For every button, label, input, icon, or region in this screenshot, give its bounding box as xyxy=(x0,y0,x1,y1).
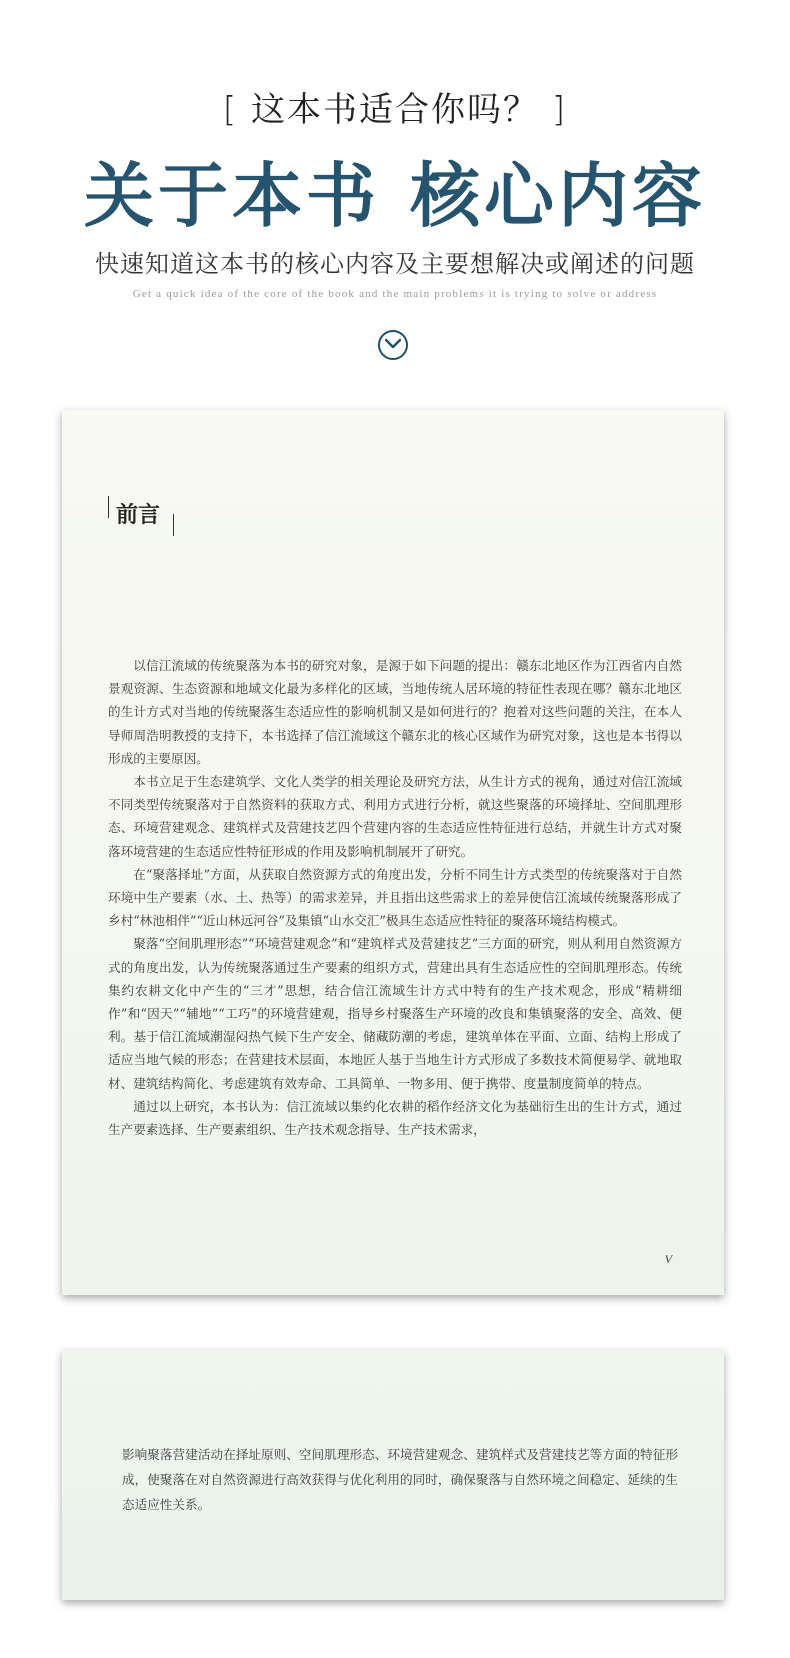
subtitle-english: Get a quick idea of the core of the book and the main problems it is trying to solve or address xyxy=(132,288,658,300)
preface-body xyxy=(108,654,682,1141)
main-title xyxy=(0,140,790,241)
main-title-part2: 核心内容 xyxy=(410,154,706,237)
paragraph: 在“聚落择址”方面，从获取自然资源方式的角度出发，分析不同生计方式类型的传统聚落对于自然环境中生产要素（水、土、热等）的需求差异，并且指出这些需求上的差异使信江流域传统聚落形成了乡村“林池相伴”“近山林远河谷”及集镇“山水交汇”极具生态适应性特征的聚落环境结构模式。 xyxy=(108,866,682,929)
chevron-down-circle-icon xyxy=(378,330,408,360)
paragraph: 聚落“空间肌理形态”“环境营建观念”和“建筑样式及营建技艺”三方面的研究，则从利用自然资源方式的角度出发，认为传统聚落通过生产要素的组织方式，营建出具有生态适应性的空间肌理形态。传统集约农耕文化中产生的“三才”思想，结合信江流域生计方式中特有的生产技术观念，形成“精耕细作”和“因天”“辅地”“工巧”的环境营建观，指导乡村聚落生产环境的改良和集镇聚落的安全、高效、便利。基于信江流域潮湿闷热气候下生产安全、储藏防潮的考虑，建筑单体在平面、立面、结构上形成了适应当地气候的形态；在营建技术层面，本地匠人基于当地生计方式形成了多数技术简便易学、就地取材、建筑结构简化、考虑建筑有效寿命、工具简单、一物多用、便于携带、度量制度简单的特点。 xyxy=(108,936,682,1091)
page-number: V xyxy=(664,1252,672,1266)
continued-body xyxy=(122,1442,678,1517)
subtitle-chinese: 快速知道这本书的核心内容及主要想解决或阐述的问题 xyxy=(95,250,695,278)
paragraph: 以信江流域的传统聚落为本书的研究对象，是源于如下问题的提出：赣东北地区作为江西省内自然景观资源、生态资源和地域文化最为多样化的区域，当地传统人居环境的特征性表现在哪？赣东北地区的生计方式对当地的传统聚落生态适应性的影响机制又是如何进行的？抱着对这些问题的关注，在本人导师周浩明教授的支持下，本书选择了信江流域这个赣东北的核心区域作为研究对象，这也是本书得以形成的主要原因。 xyxy=(108,658,682,766)
main-title-part1: 关于本书 xyxy=(84,154,380,237)
page-header xyxy=(0,0,790,395)
paragraph: 本书立足于生态建筑学、文化人类学的相关理论及研究方法，从生计方式的视角，通过对信江流域不同类型传统聚落对于自然资料的获取方式、利用方式进行分析，就这些聚落的环境择址、空间肌理形态、环境营建观念、建筑样式及营建技艺四个营建内容的生态适应性特征进行总结，并就生计方式对聚落环境营建的生态适应性特征形成的作用及影响机制展开了研究。 xyxy=(108,774,682,859)
paragraph: 通过以上研究，本书认为：信江流域以集约化农耕的稻作经济文化为基础衍生出的生计方式，通过生产要素选择、生产要素组织、生产技术观念指导、生产技术需求， xyxy=(108,1098,682,1138)
question-text: 这本书适合你吗？ xyxy=(251,90,539,130)
preface-title: 前言 xyxy=(108,498,168,529)
book-page-continued xyxy=(62,1350,724,1600)
right-bracket: ] xyxy=(551,90,568,130)
question-heading xyxy=(0,82,790,131)
left-bracket: [ xyxy=(222,90,239,130)
book-page-preface xyxy=(62,410,724,1295)
paragraph: 影响聚落营建活动在择址原则、空间肌理形态、环境营建观念、建筑样式及营建技艺等方面的特征形成，使聚落在对自然资源进行高效获得与优化利用的同时，确保聚落与自然环境之间稳定、延续的生态适应性关系。 xyxy=(122,1447,678,1512)
